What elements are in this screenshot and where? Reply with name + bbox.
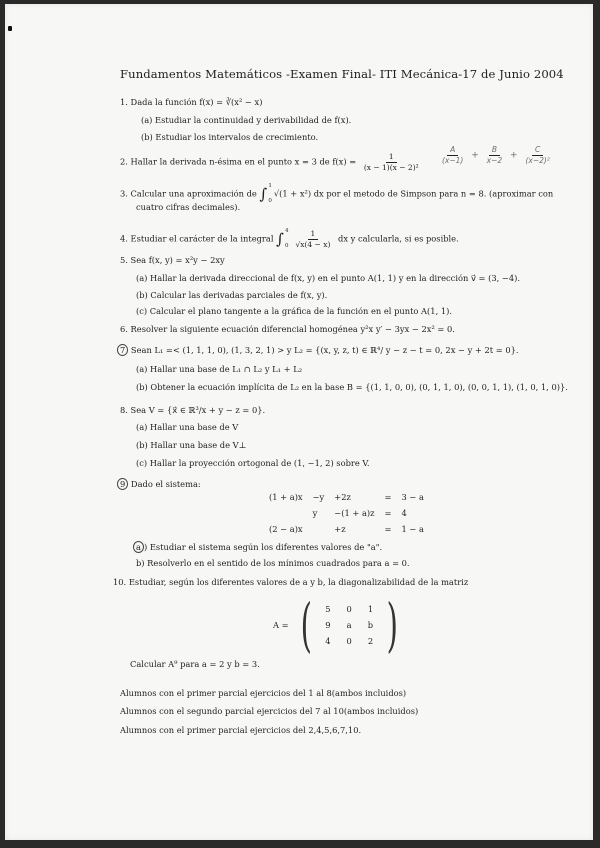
- integral-sign: ∫: [259, 184, 268, 203]
- matrix-label: A =: [273, 620, 289, 630]
- scan-mark: [8, 26, 12, 31]
- q5-part-c: (c) Calcular el plano tangente a la gráfica de la función en el punto A(1, 1).: [136, 306, 452, 316]
- q8-part-b: (b) Hallar una base de V⊥: [136, 440, 247, 450]
- q7-text: Sean L₁ =< (1, 1, 1, 0), (1, 3, 2, 1) > y L₂ = {(x, y, z, t) ∈ ℝ⁴/ y − z − t = 0, 2x − y + 2t = 0}.: [130, 345, 519, 355]
- matrix-cell: 4: [325, 636, 331, 646]
- system-cell: [265, 506, 307, 520]
- q9-circled-number: 9: [117, 478, 128, 490]
- right-paren: ): [386, 591, 399, 659]
- matrix-cell: 0: [346, 604, 352, 614]
- q4-denominator: √x(4 − x): [295, 239, 331, 249]
- system-cell: =: [384, 492, 392, 502]
- q4-lower-limit: 0: [284, 242, 289, 249]
- hand-a-num: A: [447, 146, 458, 156]
- system-cell: +2z: [334, 492, 351, 502]
- q5-statement: 5. Sea f(x, y) = x²y − 2xy: [120, 255, 225, 265]
- matrix-cell: a: [346, 620, 352, 630]
- q9-part-a: [133, 541, 382, 553]
- system-cell: 4: [401, 508, 407, 518]
- q9-text: Dado el sistema:: [130, 479, 201, 489]
- q7-part-a: (a) Hallar una base de L₁ ∩ L₂ y L₁ + L₂: [136, 364, 303, 374]
- hand-frac-a: [439, 146, 466, 164]
- exam-title: Fundamentos Matemáticos -Examen Final- ITI Mecánica-17 de Junio 2004: [120, 67, 564, 81]
- exam-page: [5, 4, 593, 840]
- matrix-cell: 5: [325, 604, 331, 614]
- q2-statement: [120, 153, 424, 171]
- hand-eq: +: [471, 150, 479, 161]
- q3-integrand: √(1 + x²) dx por el metodo de Simpson para n = 8. (aproximar con: [273, 188, 554, 199]
- system-cell: =: [384, 524, 392, 534]
- q3-upper-limit: 1: [268, 183, 272, 189]
- note-first-partial-alt: Alumnos con el primer parcial ejercicios del 2,4,5,6,7,10.: [120, 725, 362, 735]
- matrix-row: [317, 633, 381, 649]
- matrix-cell: 0: [346, 636, 352, 646]
- q9-part-b: b) Resolverlo en el sentido de los mínimos cuadrados para a = 0.: [136, 558, 410, 568]
- system-cell: =: [384, 508, 392, 518]
- matrix-cell: 1: [367, 604, 374, 614]
- system-cell: y: [312, 508, 318, 518]
- q2-denominator: (x − 1)(x − 2)²: [363, 162, 419, 172]
- system-cell: 3 − a: [401, 492, 424, 502]
- q8-part-a: (a) Hallar una base de V: [136, 422, 239, 432]
- q9-a-text: ) Estudiar el sistema según los diferentes valores de "a".: [143, 542, 383, 552]
- q5-part-b: (b) Calcular las derivadas parciales de f(x, y).: [136, 290, 328, 300]
- q4-statement: [120, 229, 459, 249]
- matrix-row: [317, 601, 381, 617]
- q3-continuation: cuatro cifras decimales).: [136, 202, 241, 212]
- matrix-entries: [317, 601, 381, 649]
- q9-a-circled: a: [133, 541, 144, 553]
- q3-lower-limit: 0: [268, 197, 272, 204]
- hand-a-den: (x−1): [442, 155, 464, 165]
- hand-frac-c: [522, 146, 552, 164]
- q4-text: 4. Estudiar el carácter de la integral: [120, 233, 274, 244]
- q8-statement: 8. Sea V = {x⃗ ∈ ℝ³/x + y − z = 0}.: [120, 405, 266, 415]
- system-row: [265, 506, 428, 520]
- q3-text: 3. Calcular una aproximación de: [120, 188, 257, 199]
- matrix-row: [317, 617, 381, 633]
- q4-limits: [285, 229, 289, 249]
- hand-b-den: x−2: [486, 155, 503, 165]
- q1-part-a: (a) Estudiar la continuidad y derivabilidad de f(x).: [141, 115, 352, 125]
- q4-upper-limit: 4: [284, 228, 289, 234]
- q9-statement: [117, 478, 201, 490]
- q4-fraction: [292, 230, 333, 248]
- system-cell: (2 − a)x: [269, 524, 303, 534]
- system-row: [265, 522, 428, 536]
- linear-system: [263, 488, 430, 538]
- system-cell: −(1 + a)z: [334, 508, 375, 518]
- q2-text: 2. Hallar la derivada n-ésima en el punto x = 3 de f(x) =: [120, 156, 357, 167]
- q7-statement: [117, 344, 519, 356]
- system-cell: −y: [312, 492, 325, 502]
- system-cell: 1 − a: [401, 524, 424, 534]
- q3-statement: [120, 184, 553, 204]
- q8-part-c: (c) Hallar la proyección ortogonal de (1, −1, 2) sobre V.: [136, 458, 370, 468]
- system-row: [265, 490, 428, 504]
- matrix-a: [273, 591, 404, 659]
- q7-circled-number: 7: [117, 344, 128, 356]
- matrix-cell: 2: [367, 636, 374, 646]
- hand-plus: +: [510, 150, 518, 161]
- q7-part-b: (b) Obtener la ecuación implícita de L₂ en la base B = {(1, 1, 0, 0), (0, 1, 1, 0), (0, 0, 1, 1), (1, 0, 1, 0)}.: [136, 382, 568, 392]
- q4-tail: dx y calcularla, si es posible.: [338, 233, 459, 244]
- q6-statement: 6. Resolver la siguiente ecuación diferencial homogénea y²x y′ − 3yx − 2x² = 0.: [120, 324, 455, 334]
- q4-numerator: 1: [308, 230, 319, 240]
- system-cell: (1 + a)x: [269, 492, 303, 502]
- system-cell: +z: [334, 524, 346, 534]
- q2-numerator: 1: [386, 153, 397, 163]
- q1-statement: 1. Dada la función f(x) = ∛(x² − x): [120, 97, 263, 107]
- left-paren: (: [300, 591, 312, 659]
- handwritten-partial-fractions: [437, 146, 555, 164]
- q2-fraction: [361, 153, 422, 171]
- q10-statement: 10. Estudiar, según los diferentes valores de a y b, la diagonalizabilidad de la matriz: [113, 577, 469, 587]
- q10-calc: Calcular A⁹ para a = 2 y b = 3.: [130, 659, 260, 669]
- q5-part-a: (a) Hallar la derivada direccional de f(x, y) en el punto A(1, 1) y en la dirección v⃗ = (3, −4).: [136, 273, 520, 283]
- matrix-cell: b: [367, 620, 374, 630]
- hand-b-num: B: [489, 146, 500, 156]
- integral-sign: ∫: [276, 229, 284, 248]
- hand-frac-b: [484, 146, 506, 164]
- q1-part-b: (b) Estudiar los intervalos de crecimiento.: [141, 132, 319, 142]
- system-cell: [309, 522, 329, 536]
- q3-limits: [268, 184, 272, 204]
- matrix-cell: 9: [325, 620, 331, 630]
- note-first-partial: Alumnos con el primer parcial ejercicios del 1 al 8(ambos incluidos): [120, 688, 407, 698]
- hand-c-den: (x−2)²: [525, 155, 550, 165]
- note-second-partial: Alumnos con el segundo parcial ejercicios del 7 al 10(ambos incluidos): [120, 706, 419, 716]
- hand-c-num: C: [532, 146, 543, 156]
